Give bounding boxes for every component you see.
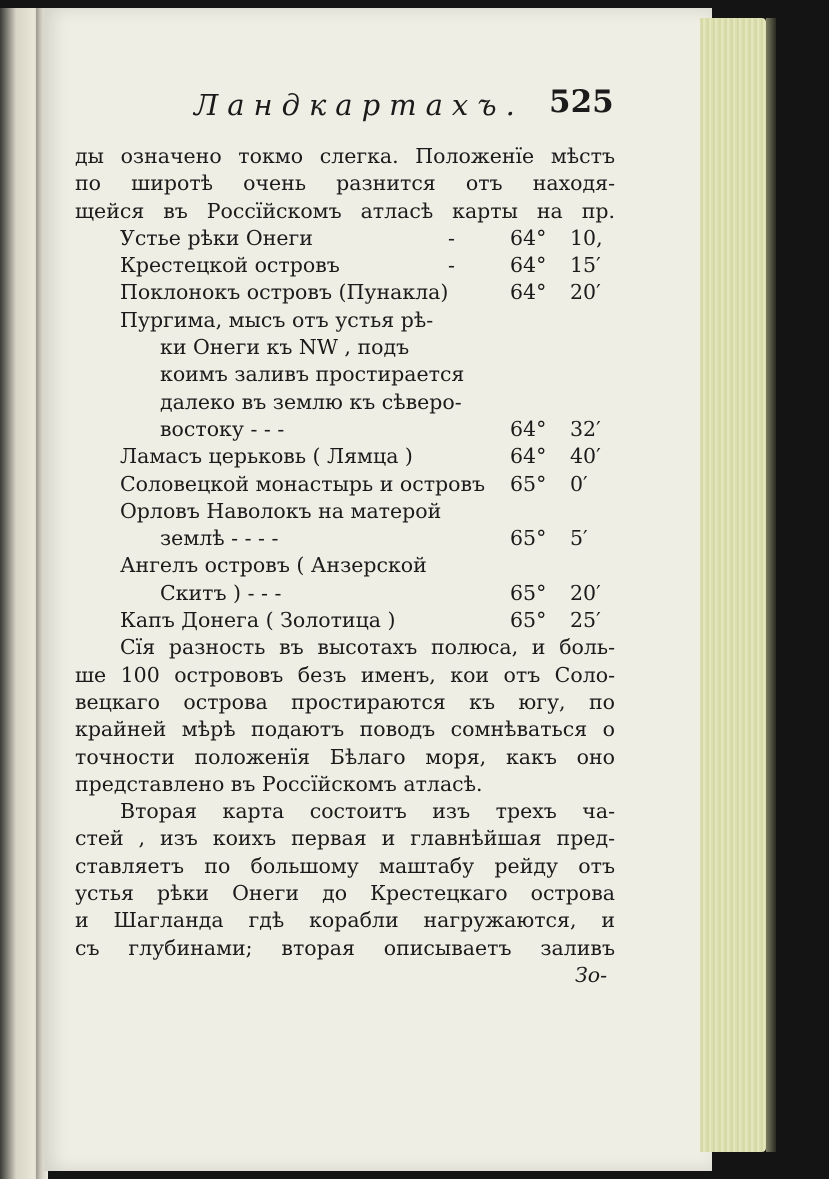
text-line: устья рѣки Онеги до Крестецкаго острова: [75, 881, 615, 906]
latitude-minutes: 25′: [570, 608, 601, 633]
table-row: [75, 552, 615, 579]
table-row: [75, 334, 615, 361]
table-row: [75, 525, 615, 552]
place-name: Устье рѣки Онеги: [120, 225, 313, 250]
latitude-degrees: 65°: [510, 471, 547, 496]
catchword: Зо-: [574, 962, 607, 987]
latitude-minutes: 0′: [570, 471, 588, 496]
table-row: [75, 607, 615, 634]
latitude-degrees: 65°: [510, 580, 547, 605]
latitude-minutes: 32′: [570, 416, 601, 441]
place-name: Капъ Донега ( Золотица ): [120, 608, 396, 633]
text-line: по широтѣ очень разнится отъ находя-: [75, 171, 615, 196]
text-line: представлено въ Россїйскомъ атласѣ.: [75, 771, 483, 796]
place-name: далеко въ землю къ сѣверо-: [160, 389, 462, 414]
running-title: Ландкартахъ.: [194, 88, 524, 122]
page-edges: [700, 18, 766, 1152]
text-line: ше 100 острововъ безъ именъ, кои отъ Соло-: [75, 662, 615, 687]
table-row: [75, 361, 615, 388]
place-name: Орловъ Наволокъ на матерой: [120, 498, 442, 523]
table-row: [75, 416, 615, 443]
latitude-minutes: 15′: [570, 253, 601, 278]
place-name: Ангелъ островъ ( Анзерской: [120, 553, 427, 578]
table-row: [75, 443, 615, 470]
latitude-minutes: 20′: [570, 580, 601, 605]
latitude-minutes: 40′: [570, 444, 601, 469]
page-header: [44, 80, 712, 130]
latitude-minutes: 20′: [570, 280, 601, 305]
text-line: съ глубинами; вторая описываетъ заливъ: [75, 935, 615, 960]
latitude-degrees: 64°: [510, 416, 547, 441]
latitude-degrees: 64°: [510, 280, 547, 305]
table-row: [75, 580, 615, 607]
text-line: Вторая карта состоитъ изъ трехъ ча-: [120, 799, 615, 824]
place-name: востоку - - -: [160, 416, 285, 441]
place-name: Ламасъ церьковь ( Лямца ): [120, 444, 413, 469]
latitude-minutes: 5′: [570, 526, 588, 551]
paragraph-2: [75, 798, 615, 962]
place-name: Скитъ ) - - -: [160, 580, 282, 605]
latitude-degrees: 64°: [510, 253, 547, 278]
dash: -: [448, 225, 455, 250]
text-line: и Шагланда гдѣ корабли нагружаются, и: [75, 908, 615, 933]
text-line: стей , изъ коихъ первая и главнѣйшая пред-: [75, 826, 615, 851]
latitude-degrees: 64°: [510, 444, 547, 469]
text-line: ставляетъ по большому маштабу рейду отъ: [75, 853, 615, 878]
latitude-degrees: 65°: [510, 526, 547, 551]
text-line: точности положенїя Бѣлаго моря, какъ оно: [75, 744, 615, 769]
table-row: [75, 389, 615, 416]
table-row: [75, 279, 615, 306]
place-name: Крестецкой островъ: [120, 253, 340, 278]
table-row: [75, 225, 615, 252]
page-number: 525: [549, 84, 614, 120]
place-name: Соловецкой монастырь и островъ: [120, 471, 486, 496]
latitude-degrees: 65°: [510, 608, 547, 633]
text-line: ды означено токмо слегка. Положенїе мѣстъ: [75, 144, 615, 168]
text-line: крайней мѣрѣ подаютъ поводъ сомнѣваться о: [75, 717, 615, 742]
latitude-degrees: 64°: [510, 225, 547, 250]
paragraph-1: [75, 634, 615, 798]
latitude-minutes: 10,: [570, 225, 603, 250]
dash: -: [448, 253, 455, 278]
place-name: Поклонокъ островъ (Пунакла): [120, 280, 449, 305]
table-row: [75, 252, 615, 279]
place-name: коимъ заливъ простирается: [160, 362, 465, 387]
place-name: землѣ - - - -: [160, 526, 279, 551]
page-edge-shadow: [766, 18, 776, 1152]
table-row: [75, 498, 615, 525]
text-line: вецкаго острова простираются къ югу, по: [75, 689, 615, 714]
table-row: [75, 471, 615, 498]
facing-page-edge: [0, 8, 40, 1179]
text-line: щейся въ Россїйскомъ атласѣ карты на пр.: [75, 198, 615, 223]
place-name: ки Онеги къ NW , подъ: [160, 335, 410, 360]
coordinates-table: [75, 225, 615, 634]
page-body: [75, 143, 615, 989]
place-name: Пургима, мысъ отъ устья рѣ-: [120, 307, 434, 332]
text-line: Сїя разность въ высотахъ полюса, и боль-: [120, 635, 615, 660]
table-row: [75, 307, 615, 334]
